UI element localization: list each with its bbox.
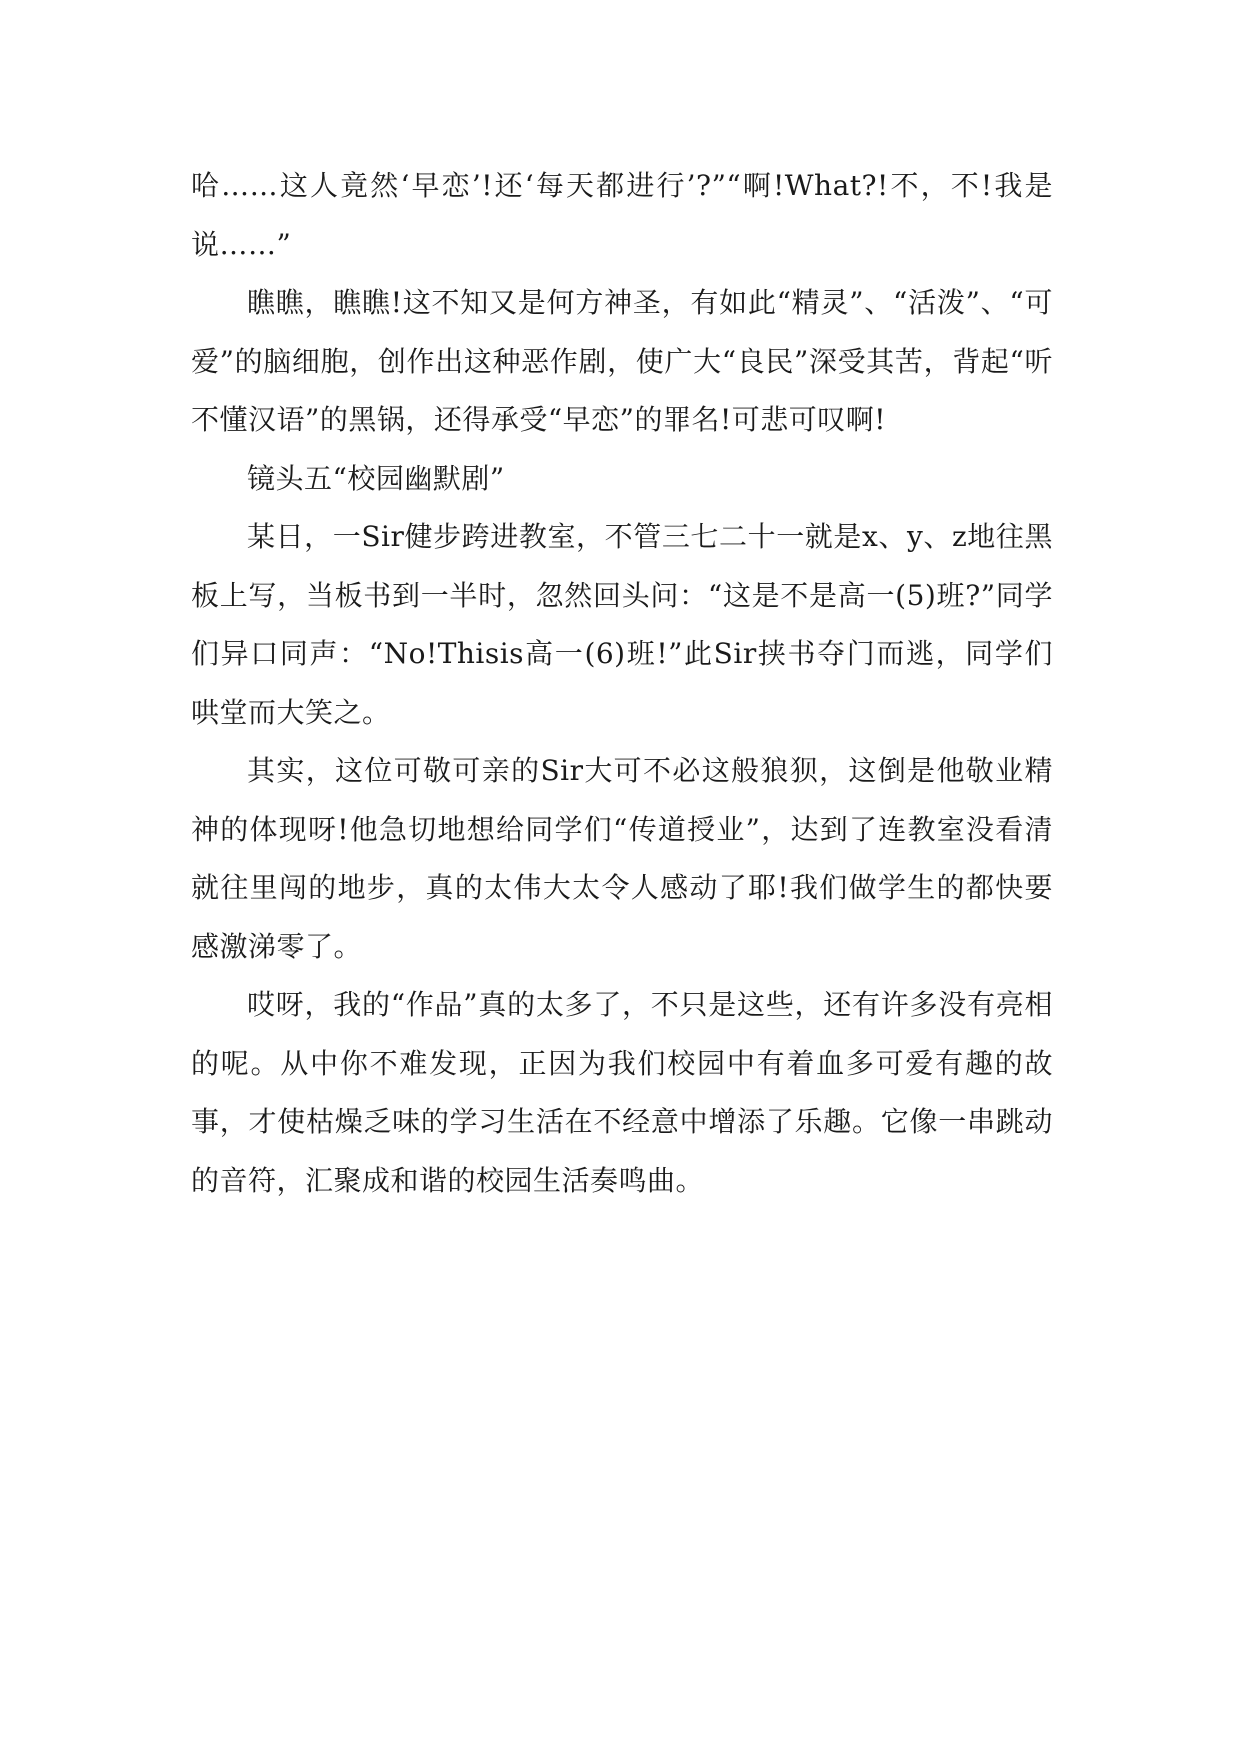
paragraph-5: 其实，这位可敬可亲的Sir大可不必这般狼狈，这倒是他敬业精神的体现呀!他急切地想给同学们“传道授业”，达到了连教室没看清就往里闯的地步，真的太伟大太令人感动了耶!我们做学生的都快要感激涕零了。 [191,754,1053,963]
paragraph-4: 某日，一Sir健步跨进教室，不管三七二十一就是x、y、z地往黑板上写，当板书到一半时，忽然回头问：“这是不是高一(5)班?”同学们异口同声：“No!Thisis高一(6)班!”此Sir挟书夺门而逃，同学们哄堂而大笑之。 [191,520,1053,729]
paragraph-3-heading: 镜头五“校园幽默剧” [247,461,505,495]
paragraph-1: 哈……这人竟然‘早恋’!还‘每天都进行’?”“啊!What?!不，不!我是说……” [191,169,1053,261]
document-body [191,157,1053,1210]
paragraph-2: 瞧瞧，瞧瞧!这不知又是何方神圣，有如此“精灵”、“活泼”、“可爱”的脑细胞，创作出这种恶作剧，使广大“良民”深受其苦，背起“听不懂汉语”的黑锅，还得承受“早恋”的罪名!可悲可叹啊! [191,286,1053,436]
paragraph-6: 哎呀，我的“作品”真的太多了，不只是这些，还有许多没有亮相的呢。从中你不难发现，正因为我们校园中有着血多可爱有趣的故事，才使枯燥乏味的学习生活在不经意中增添了乐趣。它像一串跳动的音符，汇聚成和谐的校园生活奏鸣曲。 [191,988,1053,1197]
